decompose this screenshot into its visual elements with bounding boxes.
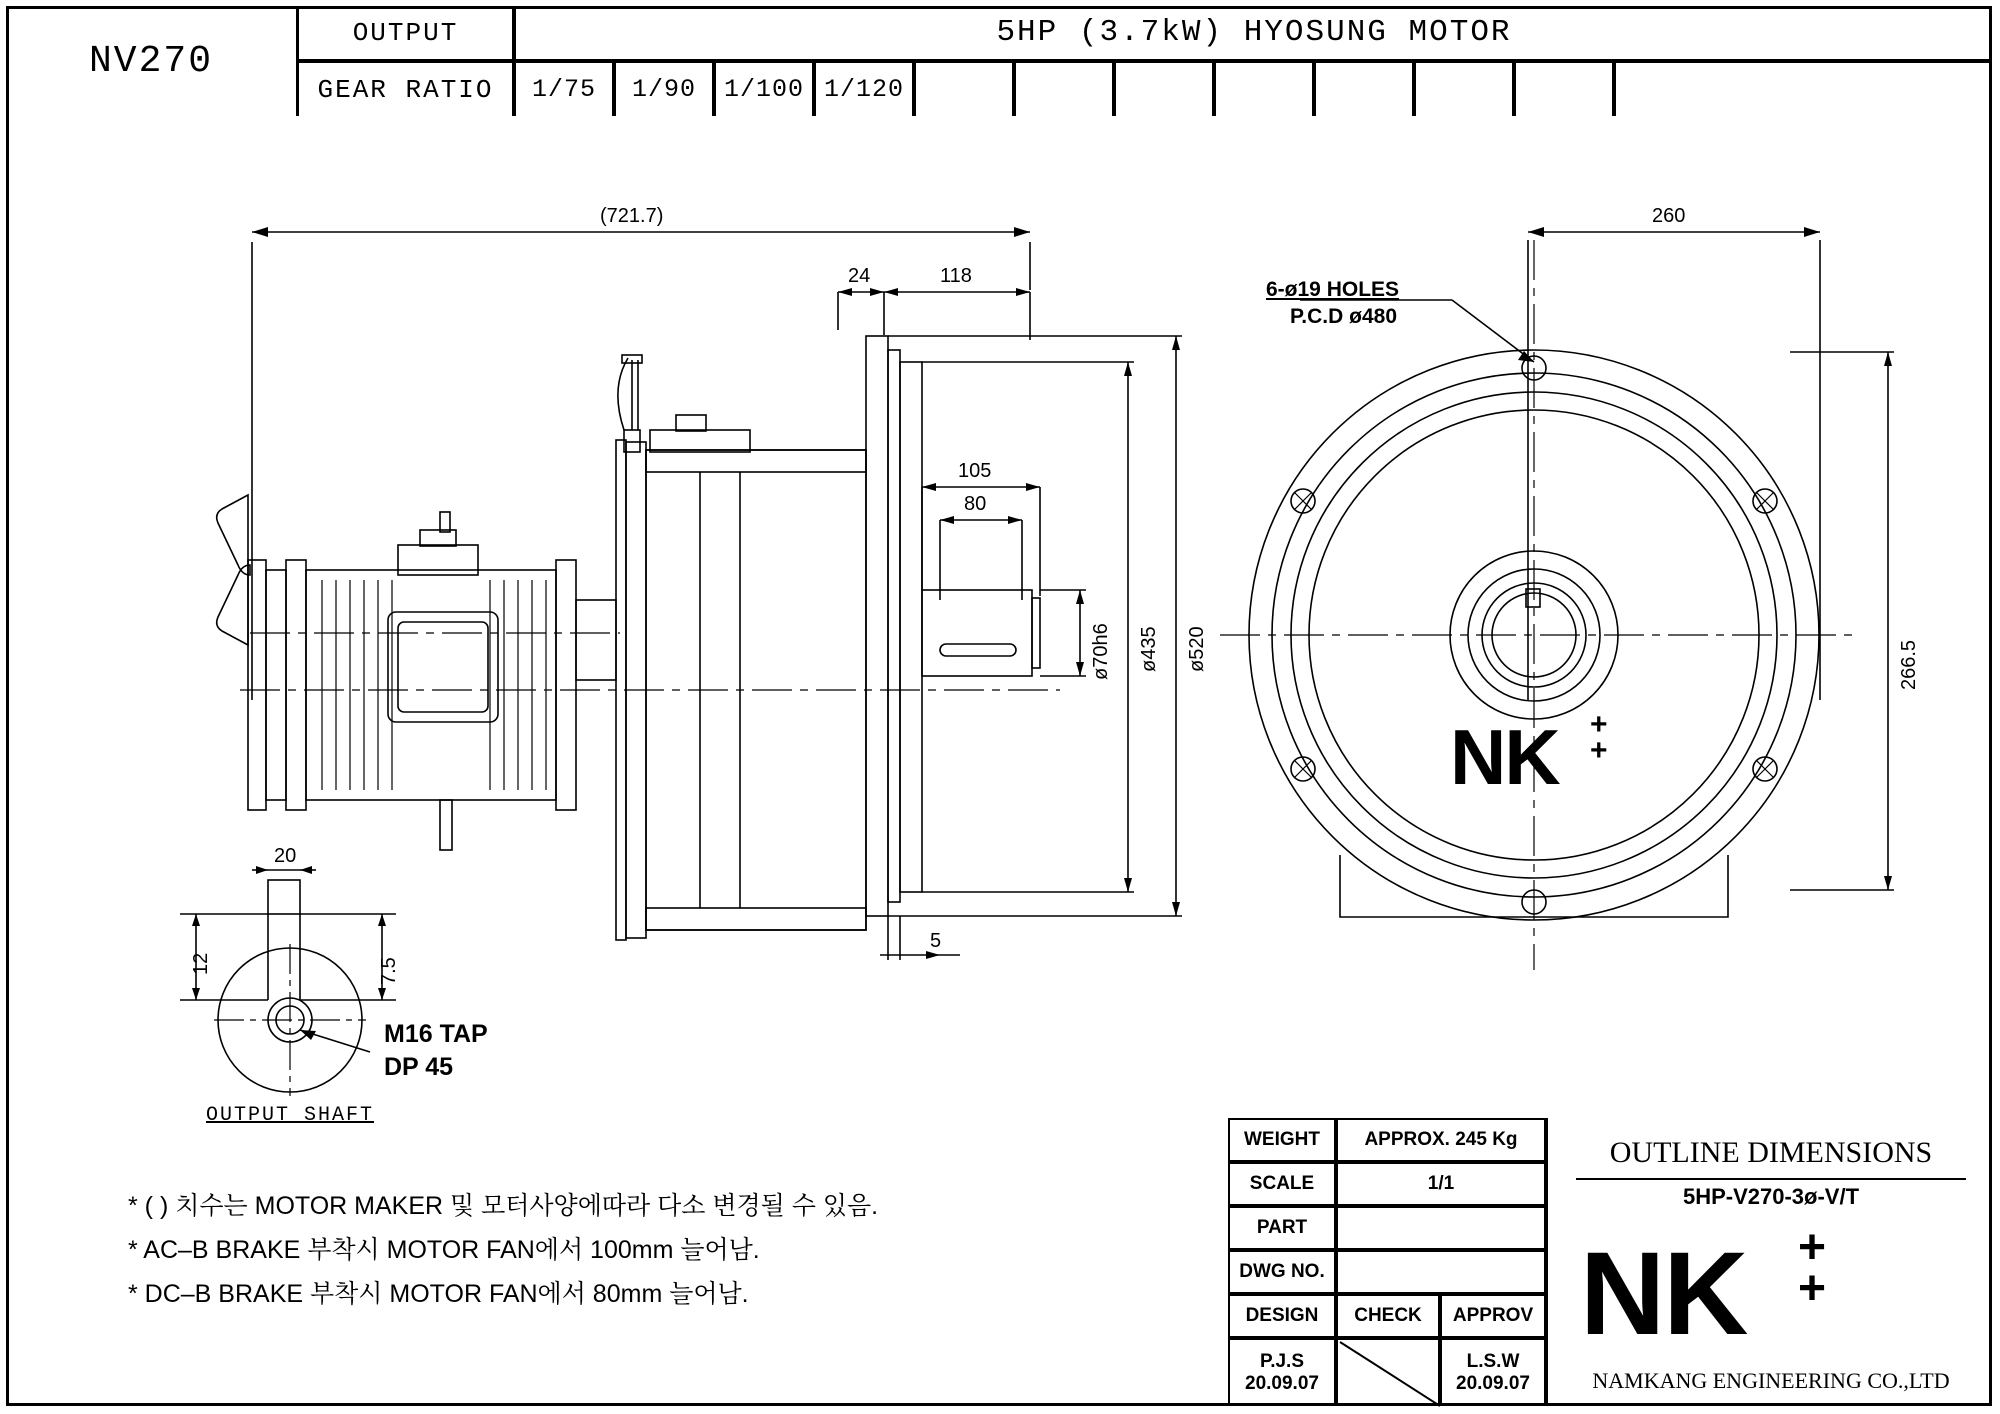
tb-label-part: PART <box>1228 1206 1336 1250</box>
dim-118: 118 <box>940 265 972 287</box>
outline-dimensions-subtitle: 5HP-V270-3ø-V/T <box>1682 1184 1860 1209</box>
gear-ratio-cell-2: 1/100 <box>714 61 814 116</box>
model-name: NV270 <box>6 6 299 116</box>
gear-ratio-cell-1: 1/90 <box>614 61 714 116</box>
company-name: NAMKANG ENGINEERING CO.,LTD <box>1592 1368 1950 1393</box>
output-shaft-label: OUTPUT SHAFT <box>206 1104 375 1127</box>
output-label: OUTPUT <box>299 6 514 61</box>
outline-dimensions-title: OUTLINE DIMENSIONS <box>1609 1136 1933 1169</box>
title-block <box>1228 1118 1992 1406</box>
dim-shaft-dia: ø70h6 <box>1090 623 1112 680</box>
tb-design-date: 20.09.07 <box>1245 1373 1319 1394</box>
tap-depth-annotation: DP 45 <box>384 1053 454 1081</box>
tb-approv-date: 20.09.07 <box>1456 1373 1530 1394</box>
dim-5: 5 <box>930 930 942 952</box>
dim-key-depth-right: 7.5 <box>378 957 400 985</box>
dim-105: 105 <box>958 460 992 482</box>
tb-design-entry <box>1228 1338 1336 1406</box>
note-2: * DC–B BRAKE 부착시 MOTOR FAN에서 80mm 늘어남. <box>128 1280 749 1308</box>
dim-overall-length: (721.7) <box>600 205 664 227</box>
outline-title-underline <box>1576 1178 1966 1180</box>
dim-260: 260 <box>1652 205 1686 227</box>
tb-label-approv: APPROV <box>1440 1294 1546 1338</box>
pcd-annotation: P.C.D ø480 <box>1290 305 1397 328</box>
tb-label-check: CHECK <box>1336 1294 1440 1338</box>
tb-label-scale: SCALE <box>1228 1162 1336 1206</box>
gear-ratio-label: GEAR RATIO <box>299 61 514 116</box>
note-0: * ( ) 치수는 MOTOR MAKER 및 모터사양에따라 다소 변경될 수 있음. <box>128 1192 879 1220</box>
tb-check-entry <box>1336 1338 1440 1406</box>
gear-ratio-cell-0: 1/75 <box>514 61 614 116</box>
dim-flange-dia: ø520 <box>1186 626 1208 672</box>
holes-annotation: 6-ø19 HOLES <box>1266 278 1400 301</box>
tb-value-weight: APPROX. 245 Kg <box>1336 1118 1546 1162</box>
nk-logo-plus-front: + + <box>1590 708 1608 767</box>
nk-logo-front-view: NK <box>1450 713 1559 801</box>
note-1: * AC–B BRAKE 부착시 MOTOR FAN에서 100mm 늘어남. <box>128 1236 760 1264</box>
tb-label-weight: WEIGHT <box>1228 1118 1336 1162</box>
dim-key-width: 20 <box>274 845 297 867</box>
tb-value-part <box>1336 1206 1546 1250</box>
tap-annotation: M16 TAP <box>384 1020 488 1048</box>
check-slash-icon <box>1338 1340 1442 1408</box>
tb-label-design: DESIGN <box>1228 1294 1336 1338</box>
nk-logo-plus-title-block: + + <box>1798 1221 1827 1315</box>
tb-approv-name: L.S.W <box>1466 1351 1520 1372</box>
dim-key-depth-left: 12 <box>190 952 212 975</box>
tb-right-panel <box>1546 1118 1992 1406</box>
nk-logo-title-block: NK <box>1580 1228 1747 1360</box>
tb-design-name: P.J.S <box>1259 1351 1305 1372</box>
dim-80: 80 <box>964 493 987 515</box>
drawing-title: 5HP (3.7kW) HYOSUNG MOTOR <box>514 6 1992 61</box>
tb-value-scale: 1/1 <box>1336 1162 1546 1206</box>
tb-value-dwgno <box>1336 1250 1546 1294</box>
tb-approv-entry <box>1440 1338 1546 1406</box>
gear-ratio-cell-3: 1/120 <box>814 61 914 116</box>
dim-24: 24 <box>848 265 871 287</box>
tb-label-dwgno: DWG NO. <box>1228 1250 1336 1294</box>
dim-pilot-dia: ø435 <box>1138 626 1160 672</box>
dim-266-5: 266.5 <box>1898 639 1920 690</box>
